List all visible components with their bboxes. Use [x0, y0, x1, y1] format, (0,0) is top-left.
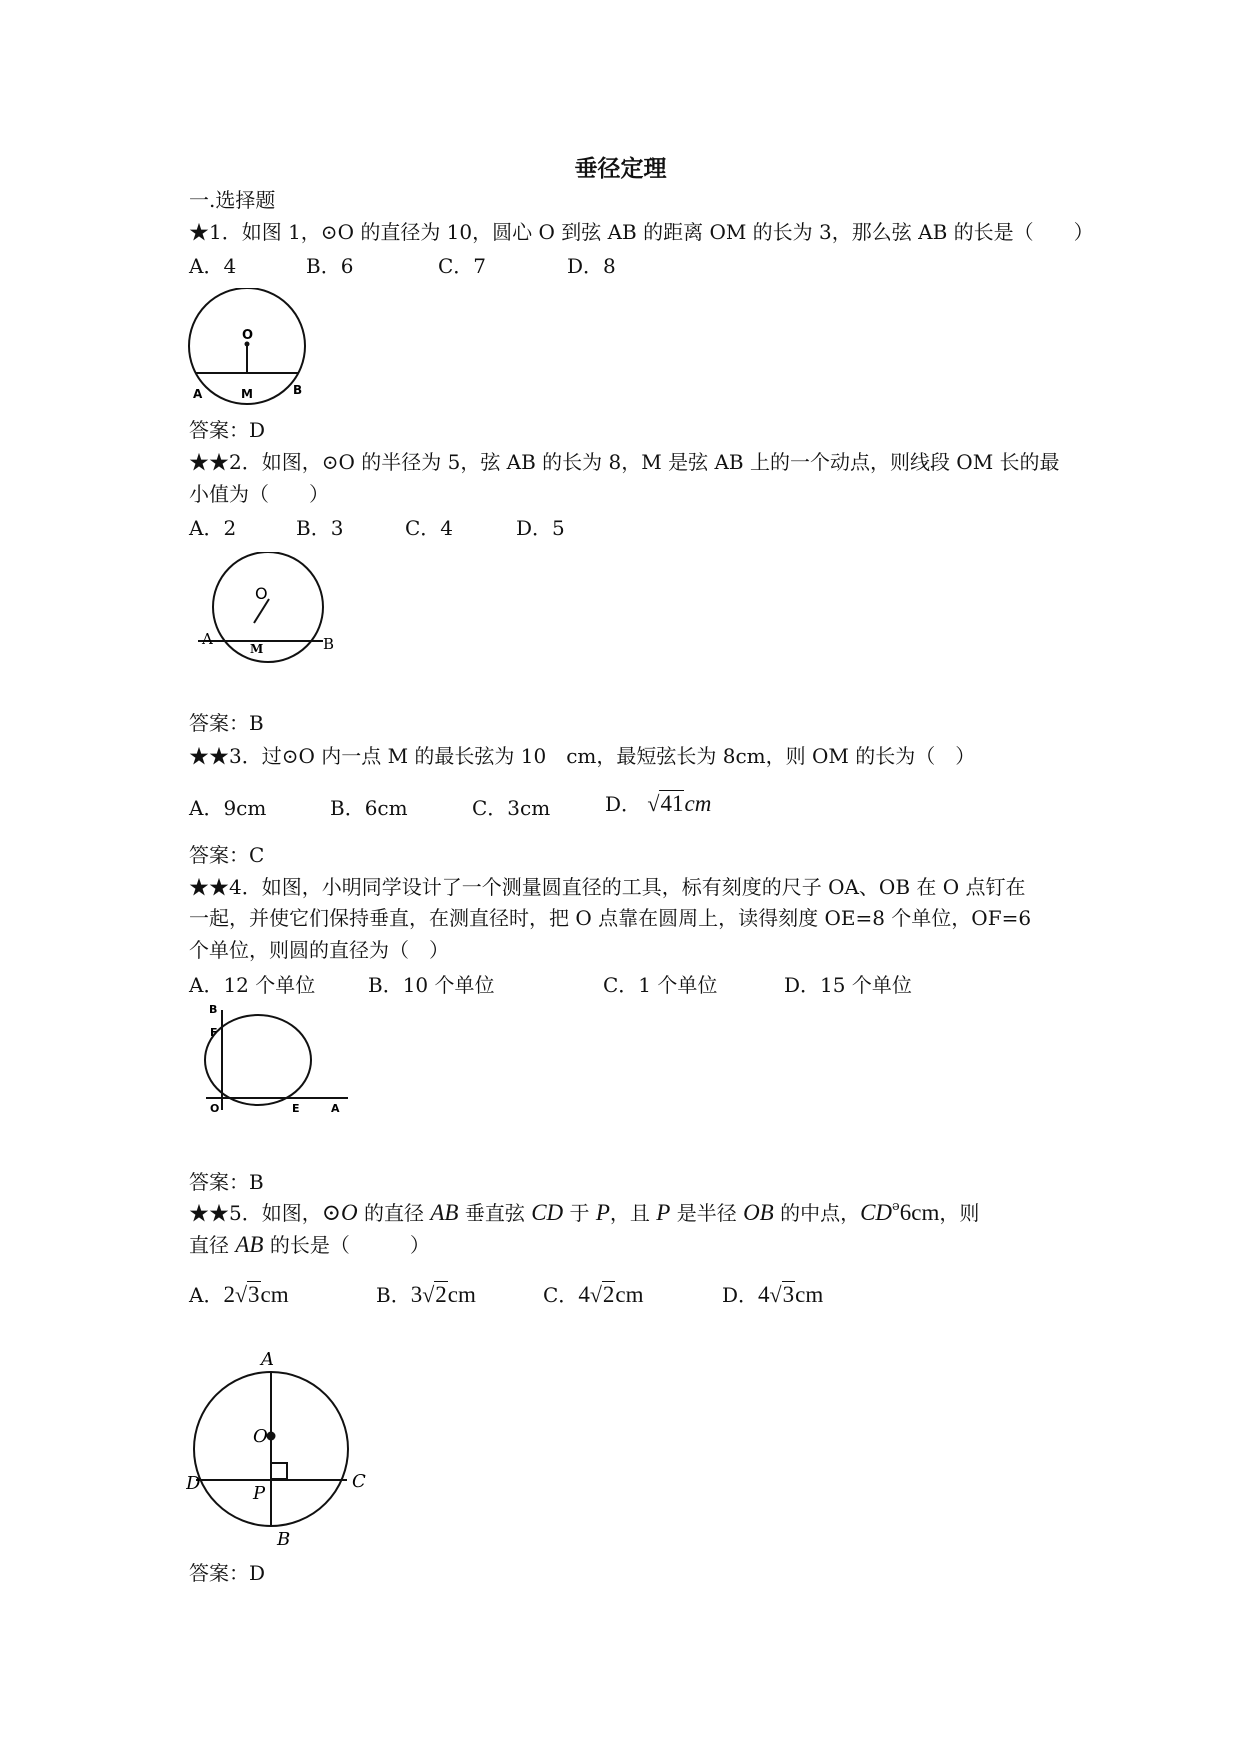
q1-option-d: D．8 — [567, 254, 616, 278]
q5-label-p: P — [253, 1483, 266, 1504]
q5-var-cd2: CD — [860, 1200, 893, 1225]
q5-text-line2 — [189, 1233, 430, 1257]
q5-option-c-unit: cm — [615, 1282, 644, 1307]
q1-answer: 答案：D — [189, 418, 266, 442]
q5-option-a-radical: √3 — [234, 1282, 260, 1307]
q5-option-d-coef: 4 — [758, 1282, 770, 1307]
q5-option-d-radical: √3 — [769, 1282, 795, 1307]
q2-label-a: A — [202, 630, 213, 648]
q5-text-7: ，则 — [939, 1201, 980, 1225]
q5-text-4: ，且 — [609, 1201, 657, 1225]
q4-label-f: F — [210, 1026, 218, 1039]
q5-option-c-radical: √2 — [589, 1282, 615, 1307]
q5-option-c — [543, 1283, 644, 1307]
q5-text-2: 垂直弦 — [458, 1201, 532, 1225]
q2-figure — [198, 552, 348, 667]
q5-option-a-coef: 2 — [223, 1282, 235, 1307]
q5-var-p: P — [595, 1200, 610, 1225]
q5-option-d-label: D． — [722, 1283, 759, 1307]
q1-label-o: O — [242, 328, 254, 343]
page-title: 垂径定理 — [574, 155, 667, 182]
q5-option-c-radicand: 2 — [602, 1282, 615, 1307]
q2-option-c: C．4 — [405, 516, 454, 540]
q2-text-line1: ★★2．如图，⊙O 的半径为 5，弦 AB 的长为 8，M 是弦 AB 上的一个动点，则线段 OM 长的最 — [189, 450, 1060, 474]
q1-label-a: A — [193, 387, 203, 401]
q3-option-b: B．6cm — [330, 796, 408, 820]
q5-option-d-unit: cm — [795, 1282, 824, 1307]
q4-option-c: C．1 个单位 — [603, 973, 718, 997]
q3-option-d-radicand: 41 — [660, 791, 684, 816]
q5-option-b — [376, 1283, 476, 1307]
q2-option-d: D．5 — [516, 516, 565, 540]
q4-circle — [205, 1015, 311, 1105]
section-heading: 一.选择题 — [189, 188, 276, 212]
q5-center-dot — [267, 1432, 276, 1441]
q5-var-ab: AB — [430, 1200, 459, 1225]
q5-text-3: 于 — [563, 1201, 596, 1225]
q5-text-5: 是半径 — [670, 1201, 744, 1225]
q1-label-m: M — [241, 387, 253, 401]
q5-option-b-radicand: 2 — [435, 1282, 447, 1307]
q1-label-b: B — [293, 383, 303, 397]
q4-text-line1: ★★4．如图，小明同学设计了一个测量圆直径的工具，标有刻度的尺子 OA、OB 在 O 点钉在 — [189, 875, 1026, 899]
q2-option-a: A．2 — [189, 516, 237, 540]
q2-label-o: O — [255, 584, 268, 603]
q1-option-b: B．6 — [306, 254, 354, 278]
q2-circle — [213, 552, 323, 662]
q3-option-a: A．9cm — [189, 796, 267, 820]
q5-right-angle-mark — [271, 1463, 287, 1479]
q5-figure — [186, 1337, 376, 1552]
q1-text: ★1．如图 1，⊙O 的直径为 10，圆心 O 到弦 AB 的距离 OM 的长为 3，那么弦 AB 的长是（ ） — [189, 220, 1094, 244]
q5-var-cd: CD — [531, 1200, 564, 1225]
q5-option-b-radical: √2 — [422, 1282, 447, 1307]
q5-option-b-unit: cm — [447, 1282, 476, 1307]
q5-option-a — [189, 1283, 289, 1307]
q5-option-d-radicand: 3 — [782, 1282, 795, 1307]
q5-option-d — [722, 1283, 823, 1307]
q3-option-d-unit: cm — [684, 791, 712, 816]
q1-figure — [185, 288, 315, 413]
q3-option-c: C．3cm — [472, 796, 551, 820]
q5-answer: 答案：D — [189, 1561, 266, 1585]
q2-option-b: B．3 — [296, 516, 344, 540]
q5-var-ob: OB — [743, 1200, 774, 1225]
q4-text-line2: 一起，并使它们保持垂直，在测直径时，把 O 点靠在圆周上，读得刻度 OE=8 个单位，OF=6 — [189, 906, 1032, 930]
q5-label-d: D — [186, 1473, 201, 1494]
q4-option-b: B．10 个单位 — [368, 973, 495, 997]
q5-label-b: B — [277, 1529, 291, 1550]
q4-label-b: B — [209, 1003, 218, 1016]
q4-label-a: A — [331, 1102, 340, 1115]
q5-text-1: 的直径 — [357, 1201, 431, 1225]
q4-option-d: D．15 个单位 — [784, 973, 912, 997]
q1-option-c: C．7 — [438, 254, 487, 278]
q5-var-p2: P — [656, 1200, 671, 1225]
q5-circle-symbol: ⊙ — [321, 1200, 342, 1225]
q4-text-line3: 个单位，则圆的直径为（ ） — [189, 938, 449, 962]
q5-label-o: O — [253, 1426, 268, 1447]
q5-line2-text-1: 直径 — [189, 1233, 236, 1257]
q5-option-b-coef: 3 — [410, 1282, 423, 1307]
q4-answer: 答案：B — [189, 1170, 264, 1194]
q3-text: ★★3．过⊙O 内一点 M 的最长弦为 10 cm，最短弦长为 8cm，则 OM 的长为（ ） — [189, 744, 976, 768]
q5-line2-var-ab: AB — [235, 1232, 264, 1257]
q3-answer: 答案：C — [189, 843, 265, 867]
q5-text-line1 — [189, 1201, 979, 1229]
q5-option-c-coef: 4 — [578, 1282, 590, 1307]
q5-label-a: A — [261, 1349, 274, 1370]
q3-option-d-radical: √41 — [647, 791, 684, 816]
q5-option-a-label: A． — [189, 1283, 224, 1307]
q5-equals-mark: ǝ — [892, 1199, 900, 1214]
q5-value: 6cm — [899, 1200, 940, 1225]
q5-prefix: ★★5．如图， — [189, 1201, 322, 1225]
q5-option-a-unit: cm — [260, 1282, 289, 1307]
q4-label-o: O — [210, 1102, 220, 1115]
q2-answer: 答案：B — [189, 711, 264, 735]
q3-option-d-label: D． — [605, 792, 642, 816]
q5-option-c-label: C． — [543, 1283, 579, 1307]
q3-option-d — [605, 792, 711, 816]
q2-label-m: M — [250, 642, 264, 656]
q5-var-o: O — [341, 1200, 358, 1225]
q4-label-e: E — [292, 1102, 300, 1115]
q4-figure — [200, 1000, 355, 1125]
q4-option-a: A．12 个单位 — [189, 973, 316, 997]
q1-option-a: A．4 — [189, 254, 237, 278]
q5-option-a-radicand: 3 — [248, 1282, 260, 1307]
q2-label-b: B — [323, 635, 335, 653]
q5-option-b-label: B． — [376, 1283, 411, 1307]
q5-label-c: C — [352, 1471, 366, 1492]
q2-text-line2: 小值为（ ） — [189, 482, 329, 506]
q5-text-6: 的中点， — [773, 1201, 861, 1225]
q5-line2-text-2: 的长是（ ） — [263, 1233, 430, 1257]
